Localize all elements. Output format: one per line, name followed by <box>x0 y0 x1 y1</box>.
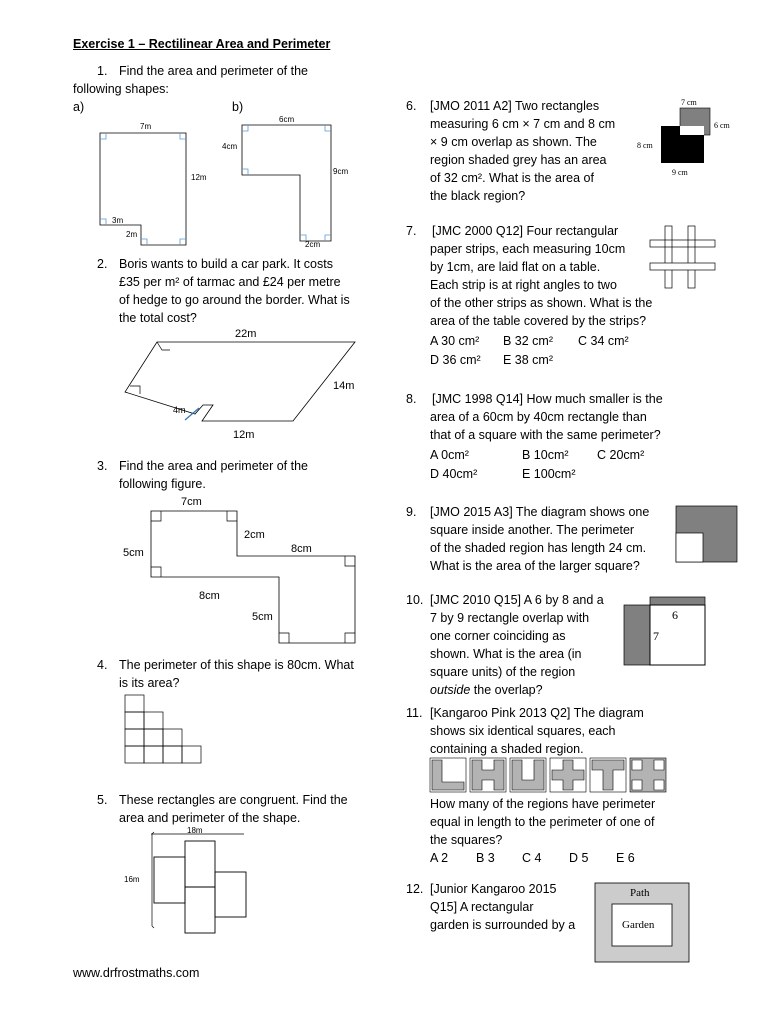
question-text-line: These rectangles are congruent. Find the <box>119 793 348 807</box>
label-step-h: 3m <box>112 216 124 225</box>
question-text-line: region shaded grey has an area <box>430 153 607 167</box>
overlapping-rectangles-diagram <box>620 595 710 670</box>
label-inner-v: 2cm <box>244 529 265 541</box>
garden-path-diagram <box>592 880 692 965</box>
question-number: 8. <box>406 392 417 406</box>
option-b: B 3 <box>476 851 495 865</box>
footer-url[interactable]: www.drfrostmaths.com <box>73 966 200 980</box>
label-right: 12m <box>191 173 207 182</box>
question-text-line: Q15] A rectangular <box>430 900 534 914</box>
label-step-v: 2m <box>126 230 138 239</box>
paper-strips-diagram <box>645 223 720 291</box>
option-c: C 4 <box>522 851 542 865</box>
label-left: 4cm <box>222 142 238 151</box>
shape-a-diagram <box>90 115 230 250</box>
congruent-rectangles-diagram <box>120 823 255 935</box>
car-park-outline <box>125 342 355 421</box>
rectangles <box>154 841 246 933</box>
label-right-v: 5cm <box>252 611 273 623</box>
option-d: D 5 <box>569 851 589 865</box>
question-text-line: What is the area of the larger square? <box>430 559 640 573</box>
option-b: B 32 cm² <box>503 334 554 348</box>
right-angle-markers <box>242 125 331 241</box>
question-text-line: of the shaded region has length 24 cm. <box>430 541 647 555</box>
label-right-top: 8cm <box>291 543 312 555</box>
question-text-line: £35 per m² of tarmac and £24 per metre <box>119 275 341 289</box>
question-text-line: following figure. <box>119 477 206 491</box>
question-text-line: [JMC 2000 Q12] Four rectangular <box>432 224 619 238</box>
question-text-line: one corner coinciding as <box>430 629 566 643</box>
question-text-line: The perimeter of this shape is 80cm. What <box>119 658 354 672</box>
question-text-line: that of a square with the same perimeter? <box>430 428 661 442</box>
question-text-line: [JMO 2015 A3] The diagram shows one <box>430 505 650 519</box>
question-number: 7. <box>406 224 417 238</box>
question-text-line: [Kangaroo Pink 2013 Q2] The diagram <box>430 706 644 720</box>
shape-b-diagram <box>220 113 370 253</box>
option-c: C 34 cm² <box>578 334 629 348</box>
shape-a-outline <box>100 133 186 245</box>
question-number: 10. <box>406 593 424 607</box>
car-park-diagram <box>115 322 375 444</box>
question-number: 3. <box>97 459 108 473</box>
question-text-line: square units) of the region <box>430 665 576 679</box>
question-number: 9. <box>406 505 417 519</box>
question-number: 2. <box>97 257 108 271</box>
question-number: 6. <box>406 99 417 113</box>
question-text-line: shows six identical squares, each <box>430 724 616 738</box>
notch-arrow <box>185 408 199 420</box>
part-b-label: b) <box>232 100 244 114</box>
question-text-line: the black region? <box>430 189 526 203</box>
question-text-line: of hedge to go around the border. What is <box>119 293 350 307</box>
question-text-line: 7 by 9 rectangle overlap with <box>430 611 590 625</box>
question-text-line: measuring 6 cm × 7 cm and 8 cm <box>430 117 616 131</box>
label-left: 8 cm <box>637 141 653 150</box>
label-right: 6 cm <box>714 121 730 130</box>
question-number: 11. <box>406 706 423 720</box>
label-garden: Garden <box>622 919 655 931</box>
question-text-line: paper strips, each measuring 10cm <box>430 242 626 256</box>
question-text-line: shown. What is the area (in <box>430 647 582 661</box>
label-right: 9cm <box>333 167 349 176</box>
question-text-line: by 1cm, are laid flat on a table. <box>430 260 601 274</box>
square-2 <box>470 758 506 792</box>
option-a: A 30 cm² <box>430 334 480 348</box>
question-text-line: Boris wants to build a car park. It costs <box>119 257 333 271</box>
question-text-line: × 9 cm overlap as shown. The <box>430 135 597 149</box>
question-text-line: [JMO 2011 A2] Two rectangles <box>430 99 600 113</box>
square-6 <box>630 758 666 792</box>
staircase-diagram <box>120 692 210 767</box>
question-text-line: containing a shaded region. <box>430 742 584 756</box>
option-e: E 6 <box>616 851 635 865</box>
figure-3-diagram <box>115 492 365 647</box>
label-right: 14m <box>333 380 355 392</box>
question-text-line: area and perimeter of the shape. <box>119 811 301 825</box>
label-bottom: 9 cm <box>672 168 688 177</box>
staircase-grid <box>125 695 201 763</box>
option-a: A 0cm² <box>430 448 469 462</box>
option-b: B 10cm² <box>522 448 569 462</box>
overlap-rectangles-diagram <box>635 97 745 182</box>
label-notch: 4m <box>173 405 186 415</box>
part-a-label: a) <box>73 100 85 114</box>
question-text-line: equal in length to the perimeter of one of <box>430 815 655 829</box>
label-top: 22m <box>235 328 257 340</box>
label-height: 16m <box>124 875 140 884</box>
question-text-line: garden is surrounded by a <box>430 918 576 932</box>
question-text-line <box>430 681 543 699</box>
question-text-line: following shapes: <box>73 82 169 96</box>
question-number: 4. <box>97 658 108 672</box>
question-text-line: [JMC 1998 Q14] How much smaller is the <box>432 392 663 406</box>
question-number: 1. <box>97 64 108 78</box>
option-d: D 40cm² <box>430 467 478 481</box>
question-text-line: [Junior Kangaroo 2015 <box>430 882 557 896</box>
overlap-region <box>680 126 704 135</box>
question-text-line: Find the area and perimeter of the <box>119 459 309 473</box>
label-top: 7cm <box>181 496 202 508</box>
question-text-line: area of the table covered by the strips? <box>430 314 647 328</box>
option-d: D 36 cm² <box>430 353 481 367</box>
question-text-line: of the other strips as shown. What is the <box>430 296 653 310</box>
question-text-line: is its area? <box>119 676 180 690</box>
shape-b-outline <box>242 125 331 241</box>
label-top: 7m <box>140 122 152 131</box>
question-text-line: How many of the regions have perimeter <box>430 797 656 811</box>
top-strip <box>650 597 705 605</box>
square-1 <box>430 758 466 792</box>
option-e: E 38 cm² <box>503 353 554 367</box>
label-bottom: 2cm <box>305 240 321 249</box>
option-a: A 2 <box>430 851 449 865</box>
question-text-tail: the overlap? <box>470 683 543 697</box>
square-in-square-diagram <box>672 503 742 565</box>
question-text-line: the total cost? <box>119 311 197 325</box>
right-angle-markers <box>100 133 186 245</box>
emphasis-outside: outside <box>430 683 471 697</box>
label-path: Path <box>630 887 650 899</box>
right-angle-markers <box>130 342 170 394</box>
option-c: C 20cm² <box>597 448 645 462</box>
question-text-line: area of a 60cm by 40cm rectangle than <box>430 410 647 424</box>
question-number: 5. <box>97 793 108 807</box>
square-5 <box>590 758 626 792</box>
label-bottom: 12m <box>233 429 255 441</box>
question-number: 12. <box>406 882 424 896</box>
small-square <box>676 533 703 562</box>
square-4 <box>550 758 586 792</box>
question-text-line: square inside another. The perimeter <box>430 523 635 537</box>
label-width: 18m <box>187 826 203 835</box>
question-text-line: the squares? <box>430 833 503 847</box>
question-text-line: Each strip is at right angles to two <box>430 278 617 292</box>
option-e: E 100cm² <box>522 467 576 481</box>
six-squares-diagram <box>428 756 670 794</box>
square-3 <box>510 758 546 792</box>
label-seven: 7 <box>653 629 659 643</box>
label-left: 5cm <box>123 547 144 559</box>
left-strip <box>624 605 650 665</box>
label-middle: 8cm <box>199 590 220 602</box>
paper-strips <box>650 226 715 288</box>
label-six: 6 <box>672 608 678 622</box>
question-text-line: Find the area and perimeter of the <box>119 64 309 78</box>
label-top: 7 cm <box>681 98 697 107</box>
question-text-line: of 32 cm². What is the area of <box>430 171 594 185</box>
label-top: 6cm <box>279 115 295 124</box>
question-text-line: [JMC 2010 Q15] A 6 by 8 and a <box>430 593 604 607</box>
page-title: Exercise 1 – Rectilinear Area and Perimeter <box>73 37 331 51</box>
